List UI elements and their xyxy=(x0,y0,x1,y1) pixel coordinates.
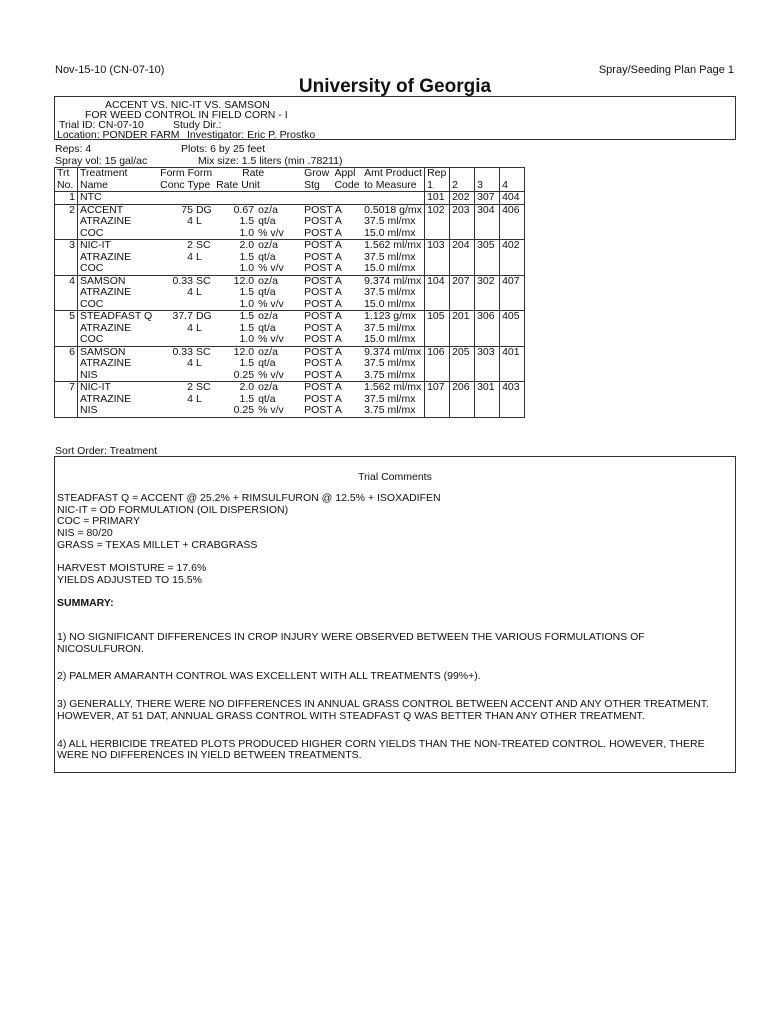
rep-plot-number: 207 xyxy=(450,275,475,311)
form-type xyxy=(196,370,212,382)
trt-number: 5 xyxy=(55,311,78,347)
page-label: Spray/Seeding Plan Page 1 xyxy=(598,64,734,76)
amount-to-measure: 1.123 g/mx xyxy=(364,310,417,322)
comments-body xyxy=(57,493,727,762)
form-conc: 0.33 xyxy=(172,274,193,287)
grow-appl-code: POST A xyxy=(304,215,342,227)
comment-def: GRASS = TEXAS MILLET + CRABGRASS xyxy=(57,538,258,551)
treatment-name: NIS xyxy=(80,404,98,416)
amount-to-measure: 3.75 ml/mx xyxy=(364,368,416,381)
treatment-table xyxy=(54,167,525,418)
header-treatment: Treatment xyxy=(80,167,128,179)
form-conc: 2 xyxy=(187,239,193,251)
grow-appl-code: POST A xyxy=(304,274,342,287)
rep-plot-number: 407 xyxy=(500,275,525,311)
form-conc xyxy=(156,334,193,346)
rate-value: 1.5 xyxy=(239,215,255,227)
rate-value: 1.5 xyxy=(239,321,255,334)
rate-unit: % v/v xyxy=(258,333,284,345)
rep-plot-number: 402 xyxy=(500,240,525,276)
rate-value: 1.5 xyxy=(239,250,255,263)
header-stg: Stg xyxy=(304,178,320,191)
form-type: L xyxy=(195,357,202,369)
rep-plot-number: 303 xyxy=(475,346,500,382)
grow-appl-code: POST A xyxy=(304,345,342,358)
rep-plot-number: 203 xyxy=(450,204,475,240)
form-type xyxy=(196,263,212,275)
trt-number: 4 xyxy=(55,275,78,311)
page-title: University of Georgia xyxy=(298,76,492,97)
trial-info xyxy=(55,143,343,167)
header-rep-4: 4 xyxy=(502,178,508,191)
form-conc: 4 xyxy=(187,215,193,227)
form-type xyxy=(196,192,212,204)
header-to-measure: to Measure xyxy=(364,178,417,191)
grow-appl-code: POST A xyxy=(304,203,342,216)
rep-plot-number: 206 xyxy=(450,382,475,418)
mix-size: Mix size: 1.5 liters (min .78211) xyxy=(198,154,343,167)
comment-def: NIC-IT = OD FORMULATION (OIL DISPERSION) xyxy=(57,503,289,516)
rep-plot-number: 202 xyxy=(450,192,475,205)
rate-value: 0.25 xyxy=(233,368,255,381)
rate-unit: qt/a xyxy=(258,392,276,405)
amount-to-measure xyxy=(364,192,422,204)
trt-number: 3 xyxy=(55,240,78,276)
rate-value: 0.67 xyxy=(233,203,255,216)
rate-unit: oz/a xyxy=(258,239,278,251)
form-type: L xyxy=(195,215,202,227)
summary-point: 1) NO SIGNIFICANT DIFFERENCES IN CROP INJURY WERE OBSERVED BETWEEN THE VARIOUS FORMULATIONS OF NICOSULFURON. xyxy=(57,631,645,655)
form-type: SC xyxy=(195,239,211,251)
amount-to-measure: 37.5 ml/mx xyxy=(364,392,416,405)
treatment-name: SAMSON xyxy=(80,345,126,358)
table-row xyxy=(55,275,525,311)
trt-number: 7 xyxy=(55,382,78,418)
treatment-name: SAMSON xyxy=(80,274,126,287)
rep-plot-number: 104 xyxy=(425,275,450,311)
form-conc: 75 xyxy=(181,203,193,216)
form-type: L xyxy=(195,250,202,263)
header-no: No. xyxy=(57,178,74,191)
amount-to-measure: 37.5 ml/mx xyxy=(364,286,416,298)
summary-label: SUMMARY: xyxy=(57,597,114,610)
amount-to-measure: 37.5 ml/mx xyxy=(364,357,416,369)
treatment-name: ATRAZINE xyxy=(80,250,132,263)
trial-location: Location: PONDER FARM xyxy=(57,129,180,141)
header-grow: Grow xyxy=(304,167,330,179)
amount-to-measure: 15.0 ml/mx xyxy=(364,262,416,274)
grow-appl-code: POST A xyxy=(304,297,342,310)
trial-title-line2: FOR WEED CONTROL IN FIELD CORN - I xyxy=(85,109,288,121)
rep-plot-number: 306 xyxy=(475,311,500,347)
rep-plot-number: 304 xyxy=(475,204,500,240)
form-conc xyxy=(156,370,193,382)
grow-appl-code: POST A xyxy=(304,381,342,393)
form-type: DG xyxy=(195,203,212,216)
yield-adjustment: YIELDS ADJUSTED TO 15.5% xyxy=(57,573,202,586)
investigator: Investigator: Eric P. Prostko xyxy=(187,129,316,141)
form-type xyxy=(196,405,212,417)
rep-plot-number: 204 xyxy=(450,240,475,276)
header-form: Form Form xyxy=(160,167,213,179)
harvest-moisture: HARVEST MOISTURE = 17.6% xyxy=(57,562,207,575)
form-type: DG xyxy=(195,310,212,322)
header-rate: Rate xyxy=(242,167,265,179)
reps-count: Reps: 4 xyxy=(55,143,92,155)
grow-appl-code: POST A xyxy=(304,368,342,381)
rate-value: 1.0 xyxy=(239,333,255,345)
summary-point: 4) ALL HERBICIDE TREATED PLOTS PRODUCED HIGHER CORN YIELDS THAN THE NON-TREATED CONTROL. HOWEVER, THERE WERE NO DIFFERENCES IN YIELD BETWEEN TREATMENTS. xyxy=(57,737,705,762)
header-name: Name xyxy=(80,178,109,191)
rate-unit: qt/a xyxy=(258,357,276,369)
study-director: Study Dir.: xyxy=(173,119,222,131)
grow-appl-code: POST A xyxy=(304,310,342,322)
table-row xyxy=(55,192,525,205)
table-header-row xyxy=(55,168,525,192)
rep-plot-number: 403 xyxy=(500,382,525,418)
rate-unit: % v/v xyxy=(258,297,284,310)
rate-unit: % v/v xyxy=(258,404,284,416)
table-row xyxy=(55,240,525,276)
summary-point: 3) GENERALLY, THERE WERE NO DIFFERENCES IN ANNUAL GRASS CONTROL BETWEEN ACCENT AND ANY OTHER TREATMENT. HOWEVER, AT 51 DAT, ANNUAL GRASS CONTROL WITH STEADFAST Q WAS BETTER THAN ANY OTHER TREATMENT. xyxy=(57,698,709,722)
form-conc xyxy=(156,192,193,204)
rate-value: 1.0 xyxy=(239,297,255,310)
treatment-name: ACCENT xyxy=(80,203,124,216)
grow-appl-code: POST A xyxy=(304,262,342,274)
summary-point: 2) PALMER AMARANTH CONTROL WAS EXCELLENT WITH ALL TREATMENTS (99%+). xyxy=(57,670,481,683)
form-type: SC xyxy=(195,345,211,358)
grow-appl-code xyxy=(304,192,360,204)
amount-to-measure: 1.562 ml/mx xyxy=(364,381,422,393)
form-type: SC xyxy=(195,381,211,393)
trt-number: 2 xyxy=(55,204,78,240)
form-conc: 4 xyxy=(187,250,193,263)
rep-plot-number: 105 xyxy=(425,311,450,347)
rep-plot-number: 305 xyxy=(475,240,500,276)
comment-def: STEADFAST Q = ACCENT @ 25.2% + RIMSULFURON @ 12.5% + ISOXADIFEN xyxy=(57,492,441,504)
header-conc-type: Conc Type xyxy=(160,178,211,191)
rate-unit: oz/a xyxy=(258,203,278,216)
form-type xyxy=(196,299,212,311)
amount-to-measure: 15.0 ml/mx xyxy=(364,333,416,345)
rate-value: 1.5 xyxy=(239,357,255,369)
header-code: Code xyxy=(334,178,360,191)
trial-header-box xyxy=(54,96,736,140)
rate-value: 2.0 xyxy=(239,381,255,393)
treatment-name: NTC xyxy=(80,191,102,203)
trt-number: 1 xyxy=(55,192,78,205)
treatment-name: ATRAZINE xyxy=(80,321,132,334)
rate-unit: oz/a xyxy=(258,274,278,287)
rate-value: 1.0 xyxy=(239,226,255,239)
form-conc: 4 xyxy=(187,286,193,298)
treatment-name: COC xyxy=(80,262,104,274)
rep-plot-number: 205 xyxy=(450,346,475,382)
form-conc xyxy=(156,263,193,275)
rate-unit: oz/a xyxy=(258,381,278,393)
amount-to-measure: 37.5 ml/mx xyxy=(364,215,416,227)
table-row xyxy=(55,311,525,347)
rate-unit: % v/v xyxy=(258,226,284,239)
grow-appl-code: POST A xyxy=(304,333,342,345)
rate-unit xyxy=(258,192,300,204)
rate-value xyxy=(216,192,254,204)
form-conc: 4 xyxy=(187,321,193,334)
amount-to-measure: 9.374 ml/mx xyxy=(364,274,422,287)
rate-unit: oz/a xyxy=(258,310,278,322)
rep-plot-number: 106 xyxy=(425,346,450,382)
rep-plot-number: 101 xyxy=(425,192,450,205)
form-conc: 0.33 xyxy=(172,345,193,358)
rep-plot-number: 307 xyxy=(475,192,500,205)
form-type: L xyxy=(195,392,202,405)
comments-title: Trial Comments xyxy=(358,471,432,483)
treatment-name: COC xyxy=(80,226,104,239)
comment-def: NIS = 80/20 xyxy=(57,527,113,540)
trial-id: Trial ID: CN-07-10 xyxy=(59,119,144,131)
rate-value: 12.0 xyxy=(233,274,255,287)
grow-appl-code: POST A xyxy=(304,226,342,239)
rep-plot-number: 201 xyxy=(450,311,475,347)
rep-plot-number: 401 xyxy=(500,346,525,382)
form-type: L xyxy=(195,286,202,298)
rate-unit: % v/v xyxy=(258,262,284,274)
amount-to-measure: 9.374 ml/mx xyxy=(364,345,422,358)
rep-plot-number: 404 xyxy=(500,192,525,205)
rep-plot-number: 103 xyxy=(425,240,450,276)
rep-plot-number: 102 xyxy=(425,204,450,240)
rate-unit: qt/a xyxy=(258,321,276,334)
amount-to-measure: 3.75 ml/mx xyxy=(364,404,416,416)
header-appl: Appl xyxy=(334,167,356,179)
grow-appl-code: POST A xyxy=(304,392,342,405)
form-conc: 2 xyxy=(187,381,193,393)
rep-plot-number: 107 xyxy=(425,382,450,418)
table-row xyxy=(55,204,525,240)
form-conc xyxy=(156,228,193,240)
amount-to-measure: 37.5 ml/mx xyxy=(364,321,416,334)
grow-appl-code: POST A xyxy=(304,239,342,251)
form-conc xyxy=(156,405,193,417)
amount-to-measure: 15.0 ml/mx xyxy=(364,297,416,310)
treatment-name: ATRAZINE xyxy=(80,357,132,369)
rep-plot-number: 406 xyxy=(500,204,525,240)
treatment-name: COC xyxy=(80,297,104,310)
trt-number: 6 xyxy=(55,346,78,382)
rate-value: 1.5 xyxy=(239,392,255,405)
header-amt: Amt Product xyxy=(364,167,422,179)
rate-unit: % v/v xyxy=(258,368,284,381)
grow-appl-code: POST A xyxy=(304,250,342,263)
plot-size: Plots: 6 by 25 feet xyxy=(181,143,266,155)
table-row xyxy=(55,346,525,382)
grow-appl-code: POST A xyxy=(304,286,342,298)
header-rep-2: 2 xyxy=(452,178,458,191)
report-date-id: Nov-15-10 (CN-07-10) xyxy=(55,64,165,76)
spray-volume: Spray vol: 15 gal/ac xyxy=(55,154,148,167)
form-conc: 4 xyxy=(187,392,193,405)
rep-plot-number: 301 xyxy=(475,382,500,418)
header-rep: Rep xyxy=(427,167,447,179)
form-type: SC xyxy=(195,274,211,287)
rate-value: 1.0 xyxy=(239,262,255,274)
form-type xyxy=(196,334,212,346)
rate-value: 2.0 xyxy=(239,239,255,251)
rate-unit: oz/a xyxy=(258,345,278,358)
treatment-name: ATRAZINE xyxy=(80,286,132,298)
rate-unit: qt/a xyxy=(258,250,276,263)
treatment-name: STEADFAST Q xyxy=(80,310,153,322)
rate-value: 1.5 xyxy=(239,310,255,322)
header-trt: Trt xyxy=(57,167,70,179)
grow-appl-code: POST A xyxy=(304,357,342,369)
grow-appl-code: POST A xyxy=(304,404,342,416)
treatment-name: NIC-IT xyxy=(80,239,111,251)
amount-to-measure: 1.562 ml/mx xyxy=(364,239,422,251)
treatment-name: NIC-IT xyxy=(80,381,111,393)
form-conc xyxy=(156,299,193,311)
amount-to-measure: 37.5 ml/mx xyxy=(364,250,416,263)
treatment-name: NIS xyxy=(80,368,98,381)
treatment-name: ATRAZINE xyxy=(80,392,132,405)
form-conc: 37.7 xyxy=(172,310,193,322)
trial-comments-box xyxy=(54,456,736,773)
header-rep-1: 1 xyxy=(427,178,433,191)
comment-def: COC = PRIMARY xyxy=(57,515,140,528)
rate-value: 0.25 xyxy=(233,404,255,416)
rep-plot-number: 405 xyxy=(500,311,525,347)
trial-title-line1: ACCENT VS. NIC-IT VS. SAMSON xyxy=(105,99,270,111)
header-rep-3: 3 xyxy=(477,178,483,191)
rep-plot-number: 302 xyxy=(475,275,500,311)
rate-unit: qt/a xyxy=(258,215,276,227)
sort-order: Sort Order: Treatment xyxy=(55,445,158,457)
rate-value: 12.0 xyxy=(233,345,255,358)
amount-to-measure: 0.5018 g/mx xyxy=(364,203,422,216)
header-rate-unit: Rate Unit xyxy=(216,178,260,191)
rate-value: 1.5 xyxy=(239,286,255,298)
amount-to-measure: 15.0 ml/mx xyxy=(364,226,416,239)
rate-unit: qt/a xyxy=(258,286,276,298)
form-conc: 4 xyxy=(187,357,193,369)
table-row xyxy=(55,382,525,418)
form-type xyxy=(196,228,212,240)
treatment-name: ATRAZINE xyxy=(80,215,132,227)
grow-appl-code: POST A xyxy=(304,321,342,334)
treatment-name: COC xyxy=(80,333,104,345)
form-type: L xyxy=(195,321,202,334)
